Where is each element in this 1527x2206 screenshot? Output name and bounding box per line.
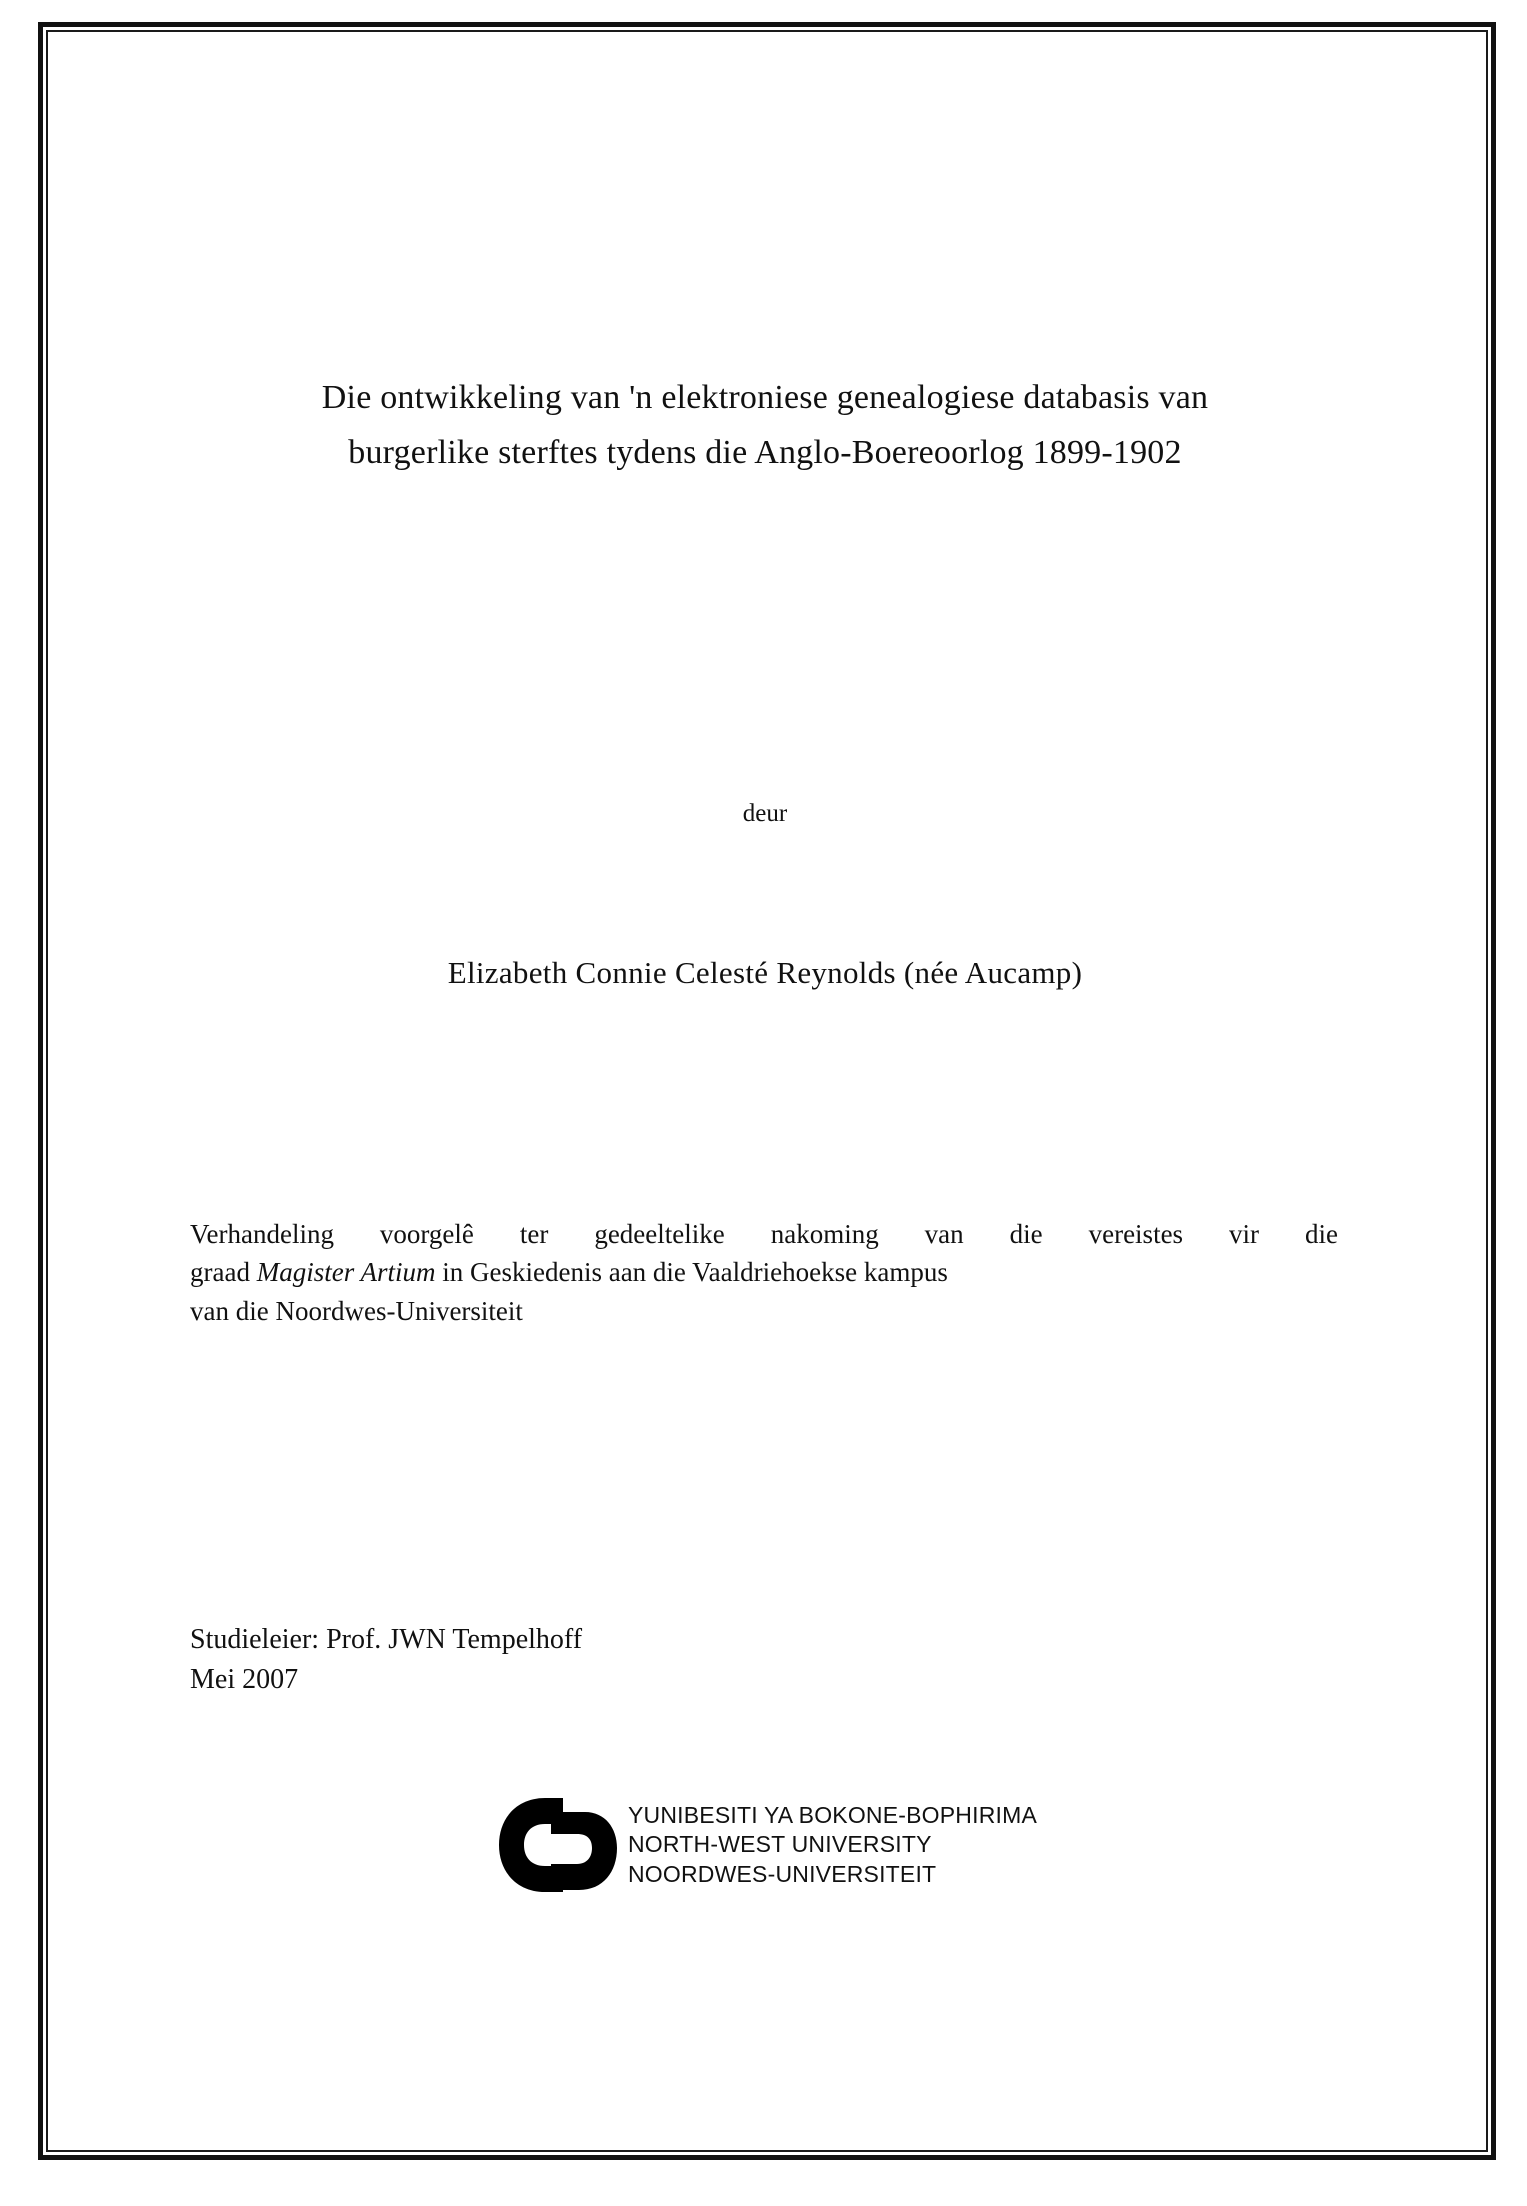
degree-statement <box>190 1215 1338 1330</box>
degree-statement-line-3: van die Noordwes-Universiteit <box>190 1295 523 1326</box>
degree-statement-line-2-pre: graad <box>190 1257 257 1288</box>
degree-name-italic: Magister Artium <box>256 1257 436 1288</box>
degree-statement-line-2-post: in Geskiedenis aan die Vaaldriehoekse kampus <box>435 1257 948 1288</box>
degree-statement-line-2 <box>190 1253 1338 1291</box>
logo-text <box>628 1801 1037 1889</box>
page-content <box>185 0 1345 2206</box>
degree-statement-line-1: Verhandeling voorgelê ter gedeeltelike nakoming van die vereistes vir die <box>190 1219 1338 1249</box>
supervisor-block <box>190 1620 1190 1700</box>
by-word: deur <box>742 800 788 827</box>
supervisor-name: Studieleier: Prof. JWN Tempelhoff <box>190 1624 583 1655</box>
title-line-2: burgerlike sterftes tydens die Anglo-Boereoorlog 1899-1902 <box>348 434 1182 472</box>
author-name: Elizabeth Connie Celesté Reynolds (née Aucamp) <box>447 955 1083 990</box>
submission-date: Mei 2007 <box>190 1663 299 1695</box>
logo-text-line-2: NORTH-WEST UNIVERSITY <box>627 1831 932 1858</box>
logo-text-line-3: NOORDWES-UNIVERSITEIT <box>627 1860 937 1887</box>
logo-text-line-1: YUNIBESITI YA BOKONE-BOPHIRIMA <box>627 1801 1038 1828</box>
university-logo <box>185 1790 1345 1900</box>
title-line-1: Die ontwikkeling van 'n elektroniese genealogiese databasis van <box>321 379 1209 416</box>
nwu-logo-icon <box>493 1790 618 1900</box>
page-title <box>185 370 1345 480</box>
